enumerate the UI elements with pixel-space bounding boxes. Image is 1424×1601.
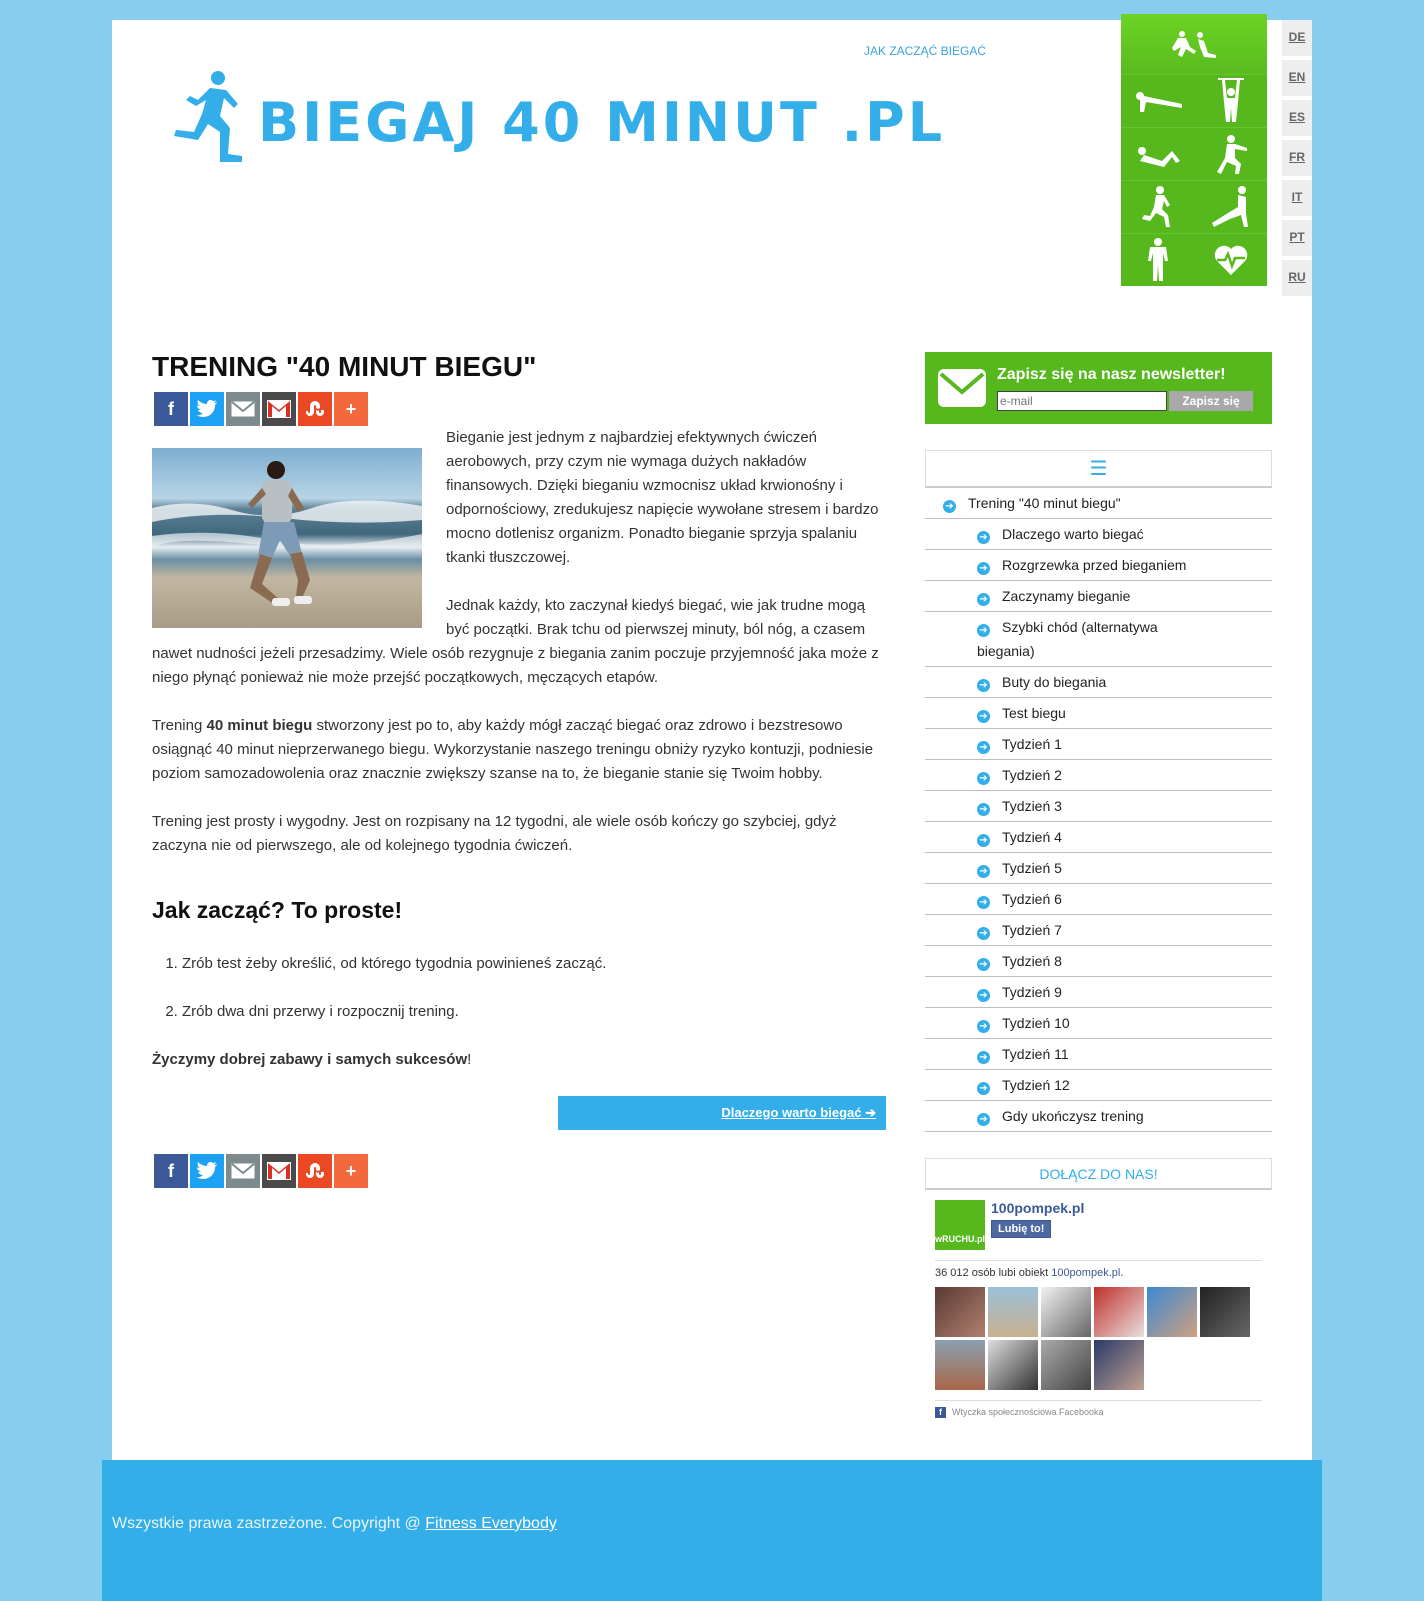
arrow-circle-icon: ➔ [977,710,990,723]
pullup-icon [1216,78,1246,124]
list-item: 2. Zrób dwa dni przerwy i rozpocznij trening. [182,1000,886,1024]
intro-paragraph: Bieganie jest jednym z najbardziej efektywnych ćwiczeń aerobowych, przy czym nie wymaga dużych nakładów finansowych. Dzięki bieganiu wzmocnisz układ krwionośny i odpornościowy, zredukujesz napięcie wywołane stresem i bardzo mocno dotlenisz organizm. Ponadto bieganie sprzyja spalaniu tkanki tłuszczowej. [446,429,879,566]
lang-pt[interactable]: PT [1282,220,1312,256]
arrow-circle-icon: ➔ [977,896,990,909]
footer [102,1460,1322,1601]
exercise-menu [1121,14,1267,286]
article [152,350,886,1188]
sidebar-item-rozgrzewka[interactable]: ➔ Rozgrzewka przed bieganiem [925,550,1272,581]
stretch-icon [1208,185,1254,229]
sidebar-item-week-7[interactable]: ➔ Tydzień 7 [925,915,1272,946]
fb-like-count: 36 012 osób lubi obiekt 100pompek.pl. [935,1260,1262,1279]
training-menu [925,488,1272,1132]
standing-tile[interactable] [1121,233,1194,286]
fb-faces [935,1287,1262,1390]
beginnings-paragraph: Jednak każdy, kto zaczynał kiedyś biegać, wie jak trudne mogą być początki. Brak tchu od pierwszej minuty, ból nóg, a czasem nawet nudności jeżeli przesadzimy. Wiele osób rezygnuje z biegania zanim poczuje przyjemność jaka może z niego płynąć ponieważ nie może przejść początkowych, męczących etapów. [152,597,879,686]
sidebar-item-week-4[interactable]: ➔ Tydzień 4 [925,822,1272,853]
fb-page-logo[interactable]: wRUCHU.pl [935,1200,985,1250]
lang-fr[interactable]: FR [1282,140,1312,176]
stumbleupon-icon[interactable] [298,392,332,426]
arrow-circle-icon: ➔ [977,741,990,754]
page-container [112,20,1312,1460]
training-paragraph: Trening 40 minut biegu stworzony jest po to, aby każdy mógł zacząć biegać oraz zdrowo i bezstresowo osiągnąć 40 minut nieprzerwanego biegu. Wykorzystanie naszego treningu obniży ryzyko kontuzji, podniesie poziom samozadowolenia oraz znacznie zwiększy szanse na to, że bieganie stanie się Twoim hobby. [152,717,874,782]
avatar[interactable] [1094,1287,1144,1337]
facebook-icon[interactable]: f [154,1154,188,1188]
sidebar-item-gdy-ukonczysz[interactable]: ➔ Gdy ukończysz trening [925,1101,1272,1132]
twitter-icon[interactable] [190,392,224,426]
fb-like-button[interactable]: Lubię to! [991,1220,1051,1238]
closing-text: Życzymy dobrej zabawy i samych sukcesów! [152,1051,472,1068]
sidebar-item-week-6[interactable]: ➔ Tydzień 6 [925,884,1272,915]
twitter-icon[interactable] [190,1154,224,1188]
email-icon[interactable] [226,1154,260,1188]
lang-es[interactable]: ES [1282,100,1312,136]
schedule-paragraph: Trening jest prosty i wygodny. Jest on rozpisany na 12 tygodni, ale wiele osób kończy go szybciej, gdyż zaczyna nie od pierwszego, ale od kolejnego tygodnia ćwiczeń. [152,813,837,854]
lang-de[interactable]: DE [1282,20,1312,56]
more-icon[interactable]: + [334,392,368,426]
sidebar-item-trening[interactable]: ➔ Trening "40 minut biegu" [925,488,1272,519]
share-bar-bottom [154,1154,886,1188]
subscribe-button[interactable]: Zapisz się [1169,391,1253,411]
squat-icon [1211,134,1251,174]
sidebar-item-test[interactable]: ➔ Test biegu [925,698,1272,729]
fb-plugin-credit: f Wtyczka społecznościowa Facebooka [935,1400,1262,1418]
arrow-circle-icon: ➔ [977,624,990,637]
running-tile[interactable] [1121,180,1194,233]
gmail-icon[interactable] [262,1154,296,1188]
arrow-circle-icon: ➔ [943,500,956,513]
avatar[interactable] [1041,1340,1091,1390]
sidebar [925,352,1272,1418]
arrow-circle-icon: ➔ [977,1082,990,1095]
newsletter-title: Zapisz się na nasz newsletter! [997,366,1226,383]
arrow-circle-icon: ➔ [977,927,990,940]
sidebar-item-week-9[interactable]: ➔ Tydzień 9 [925,977,1272,1008]
fb-page-name[interactable]: 100pompek.pl [991,1200,1085,1216]
facebook-widget [925,1190,1272,1418]
health-tile[interactable] [1194,233,1267,286]
facebook-icon[interactable]: f [154,392,188,426]
stretching-tile[interactable] [1194,180,1267,233]
arrow-circle-icon: ➔ [977,834,990,847]
menu-toggle[interactable] [925,450,1272,488]
email-icon[interactable] [226,392,260,426]
envelope-icon [937,368,987,408]
sidebar-item-buty[interactable]: ➔ Buty do biegania [925,667,1272,698]
run-icon [1138,185,1178,229]
footer-link-fitness-everybody[interactable]: Fitness Everybody [425,1515,557,1532]
steps-list [182,952,886,1024]
list-item: 1. Zrób test żeby określić, od którego tygodnia powinieneś zacząć. [182,952,886,976]
share-bar-top [154,392,886,426]
situp-icon [1132,139,1184,169]
sidebar-item-week-11[interactable]: ➔ Tydzień 11 [925,1039,1272,1070]
newsletter-box [925,352,1272,424]
join-us-heading: DOŁĄCZ DO NAS! [925,1158,1272,1190]
arrow-circle-icon: ➔ [977,562,990,575]
arrow-circle-icon: ➔ [977,803,990,816]
sidebar-item-zaczynamy[interactable]: ➔ Zaczynamy bieganie [925,581,1272,612]
exercise-home-tile[interactable] [1121,14,1267,74]
more-icon[interactable]: + [334,1154,368,1188]
avatar[interactable] [1041,1287,1091,1337]
sidebar-item-week-1[interactable]: ➔ Tydzień 1 [925,729,1272,760]
arrow-circle-icon: ➔ [977,772,990,785]
avatar[interactable] [1147,1287,1197,1337]
sidebar-item-week-8[interactable]: ➔ Tydzień 8 [925,946,1272,977]
section-heading: Jak zacząć? To proste! [152,897,403,923]
arrow-circle-icon: ➔ [977,865,990,878]
squats-tile[interactable] [1194,127,1267,180]
avatar[interactable] [988,1287,1038,1337]
runner-logo-icon [164,70,244,166]
lang-ru[interactable]: RU [1282,260,1312,296]
email-field[interactable] [997,391,1167,411]
arrow-circle-icon: ➔ [977,1051,990,1064]
avatar[interactable] [1200,1287,1250,1337]
sidebar-item-week-12[interactable]: ➔ Tydzień 12 [925,1070,1272,1101]
sidebar-item-week-5[interactable]: ➔ Tydzień 5 [925,853,1272,884]
pushups-tile[interactable] [1121,74,1194,127]
avatar[interactable] [1094,1340,1144,1390]
sidebar-item-week-3[interactable]: ➔ Tydzień 3 [925,791,1272,822]
heart-pulse-icon [1213,244,1249,276]
lang-it[interactable]: IT [1282,180,1312,216]
arrow-circle-icon: ➔ [977,593,990,606]
copyright-text: Wszystkie prawa zastrzeżone. Copyright @ Fitness Everybody [112,1515,557,1532]
standing-figure-icon [1146,237,1170,283]
arrow-circle-icon: ➔ [977,1020,990,1033]
arrow-circle-icon: ➔ [977,679,990,692]
hamburger-icon: ☰ [1089,458,1108,480]
nav-link-how-to-start[interactable]: JAK ZACZĄĆ BIEGAĆ [864,44,987,58]
logo-text: BIEGAJ 40 MINUT .PL [258,90,946,154]
arrow-circle-icon: ➔ [977,989,990,1002]
avatar[interactable] [935,1340,985,1390]
next-article-button[interactable]: Dlaczego warto biegać ➔ [558,1096,886,1130]
facebook-small-icon: f [935,1407,946,1418]
site-logo[interactable] [164,70,945,166]
arrow-circle-icon: ➔ [977,958,990,971]
avatar[interactable] [988,1340,1038,1390]
sidebar-item-week-10[interactable]: ➔ Tydzień 10 [925,1008,1272,1039]
page-title: TRENING "40 MINUT BIEGU" [152,351,537,382]
language-switcher [1282,20,1312,300]
fb-page-link[interactable]: 100pompek.pl [1051,1267,1121,1279]
runner-photo [152,448,422,628]
training-name: 40 minut biegu [206,717,313,734]
arrow-circle-icon: ➔ [977,1113,990,1126]
lang-en[interactable]: EN [1282,60,1312,96]
sidebar-item-dlaczego[interactable]: ➔ Dlaczego warto biegać [925,519,1272,550]
arrow-circle-icon: ➔ [977,531,990,544]
pushup-icon [1132,86,1184,116]
situps-tile[interactable] [1121,127,1194,180]
sidebar-item-week-2[interactable]: ➔ Tydzień 2 [925,760,1272,791]
avatar[interactable] [935,1287,985,1337]
gmail-icon[interactable] [262,392,296,426]
exercise-group-icon [1168,29,1220,59]
pullups-tile[interactable] [1194,74,1267,127]
stumbleupon-icon[interactable] [298,1154,332,1188]
sidebar-item-szybki-chod[interactable]: ➔ Szybki chód (alternatywa biegania) [925,612,1272,667]
